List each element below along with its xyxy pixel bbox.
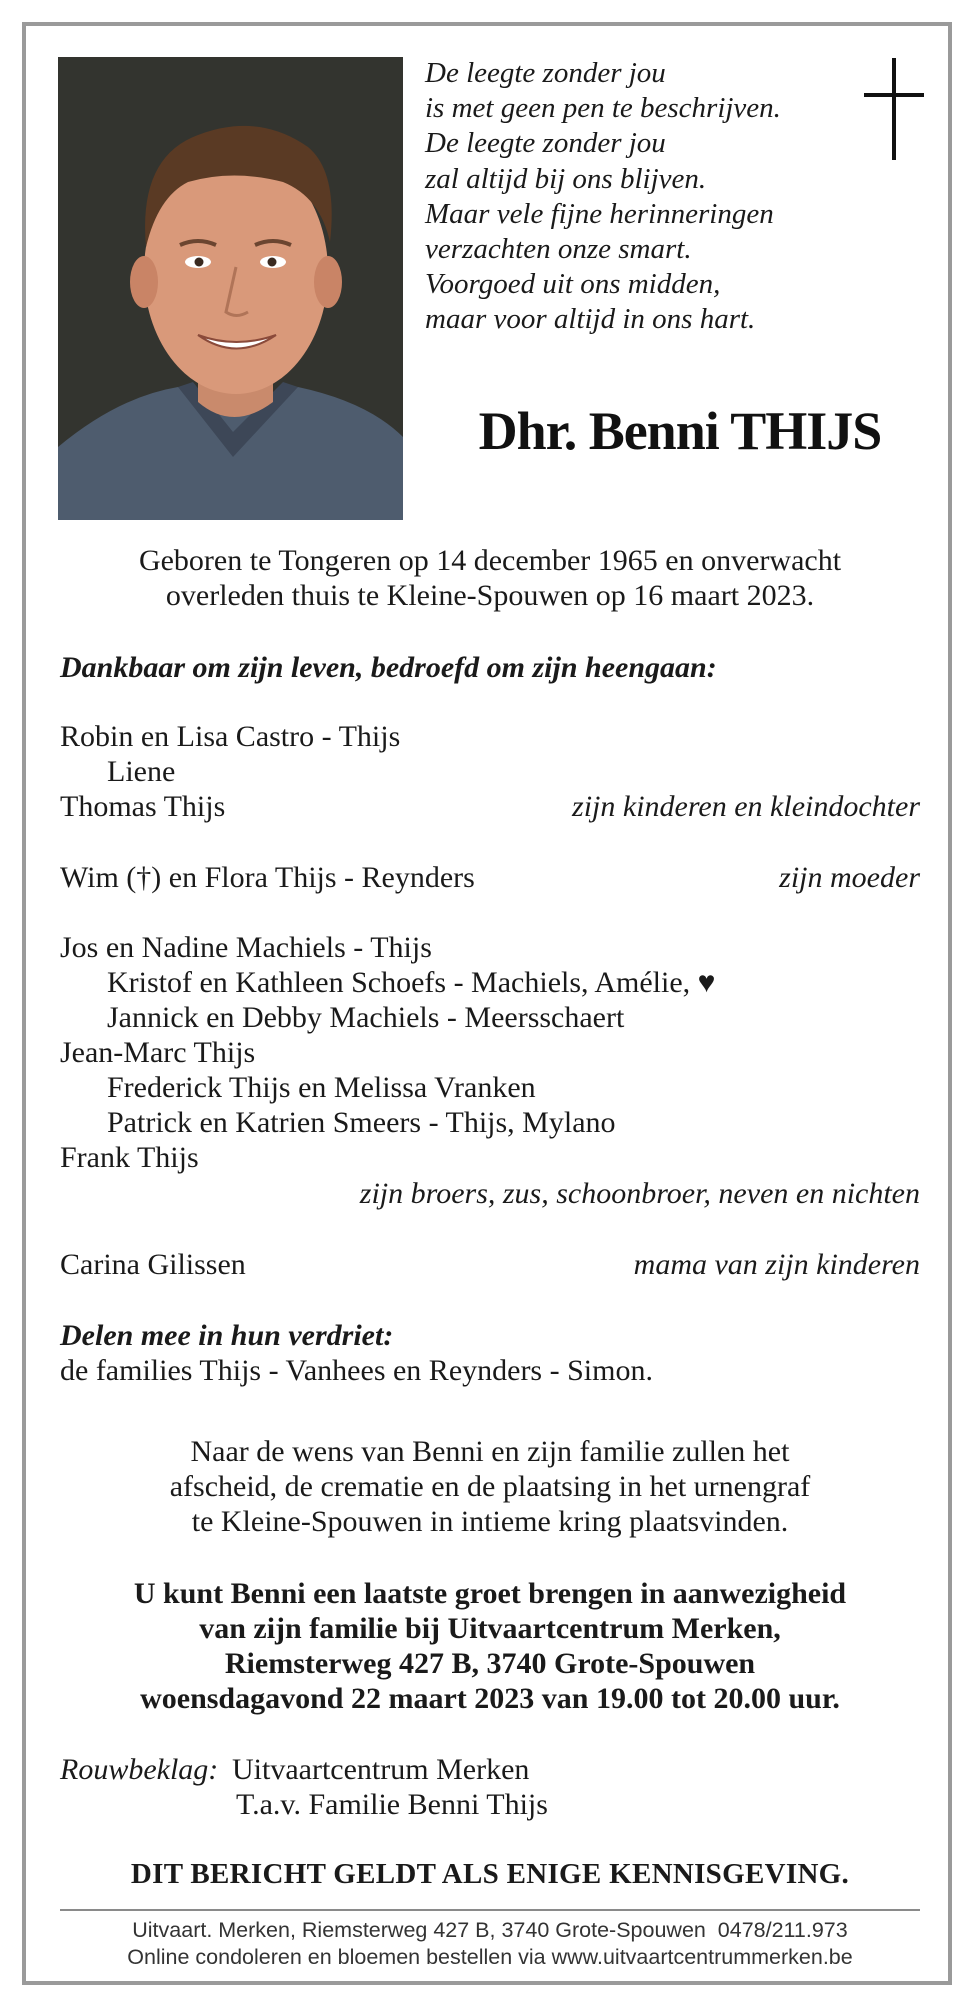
relation-label: zijn kinderen en kleindochter	[572, 790, 920, 823]
grateful-heading: Dankbaar om zijn leven, bedroefd om zijn heengaan:	[60, 651, 717, 684]
poem-line: Voorgoed uit ons midden,	[425, 268, 721, 301]
family-line: Wim (†) en Flora Thijs - Reynders	[60, 861, 475, 894]
footer-divider	[60, 1909, 920, 1911]
condolence-line: Uitvaartcentrum Merken	[232, 1753, 530, 1786]
greeting-line: U kunt Benni een laatste groet brengen in aanwezigheid	[133, 1577, 847, 1610]
poem-line: De leegte zonder jou	[425, 127, 666, 160]
poem-line: is met geen pen te beschrijven.	[425, 92, 781, 125]
greeting-line: Riemsterweg 427 B, 3740 Grote-Spouwen	[224, 1647, 756, 1680]
wish-line: afscheid, de crematie en de plaatsing in het urnengraf	[169, 1470, 811, 1503]
wish-line: te Kleine-Spouwen in intieme kring plaatsvinden.	[191, 1505, 789, 1538]
family-line: Kristof en Kathleen Schoefs - Machiels, Amélie, ♥	[107, 966, 716, 999]
relation-label: zijn moeder	[779, 861, 920, 894]
family-line: Jos en Nadine Machiels - Thijs	[60, 931, 432, 964]
share-text: de families Thijs - Vanhees en Reynders - Simon.	[60, 1354, 653, 1387]
wish-line: Naar de wens van Benni en zijn familie zullen het	[190, 1435, 790, 1468]
family-line: Carina Gilissen	[60, 1248, 246, 1281]
condolence-line: T.a.v. Familie Benni Thijs	[236, 1788, 548, 1821]
relation-label: mama van zijn kinderen	[633, 1248, 920, 1281]
poem-line: De leegte zonder jou	[425, 57, 666, 89]
deceased-name: Dhr. Benni THIJS	[478, 401, 882, 461]
share-heading: Delen mee in hun verdriet:	[60, 1319, 394, 1352]
footer-website: Online condoleren en bloemen bestellen via www.uitvaartcentrummerken.be	[127, 1945, 853, 1969]
birth-death-line: overleden thuis te Kleine-Spouwen op 16 maart 2023.	[165, 579, 815, 612]
greeting-line: van zijn familie bij Uitvaartcentrum Merken,	[199, 1612, 781, 1645]
family-line: Frank Thijs	[60, 1141, 199, 1174]
family-line: Jannick en Debby Machiels - Meersschaert	[107, 1001, 625, 1034]
portrait-photo	[58, 57, 403, 520]
family-line: Thomas Thijs	[60, 790, 226, 823]
birth-death-line: Geboren te Tongeren op 14 december 1965 en onverwacht	[138, 544, 842, 577]
poem-line: Maar vele fijne herinneringen	[425, 197, 774, 230]
family-line: Jean-Marc Thijs	[60, 1036, 256, 1069]
poem-line: maar voor altijd in ons hart.	[425, 303, 756, 336]
greeting-line: woensdagavond 22 maart 2023 van 19.00 tot 20.00 uur.	[140, 1682, 840, 1715]
poem-line: verzachten onze smart.	[425, 233, 692, 266]
closing-notice: DIT BERICHT GELDT ALS ENIGE KENNISGEVING.	[130, 1858, 850, 1890]
family-line: Frederick Thijs en Melissa Vranken	[107, 1071, 536, 1104]
family-line: Liene	[107, 755, 176, 788]
condolence-label: Rouwbeklag:	[60, 1753, 219, 1786]
memorial-poem	[425, 56, 781, 338]
cross-icon	[864, 58, 924, 160]
family-line: Patrick en Katrien Smeers - Thijs, Mylano	[107, 1106, 616, 1139]
family-line: Robin en Lisa Castro - Thijs	[60, 720, 401, 753]
footer-address: Uitvaart. Merken, Riemsterweg 427 B, 3740 Grote-Spouwen 0478/211.973	[132, 1918, 848, 1942]
poem-line: zal altijd bij ons blijven.	[425, 162, 707, 195]
relation-label: zijn broers, zus, schoonbroer, neven en nichten	[359, 1177, 920, 1210]
